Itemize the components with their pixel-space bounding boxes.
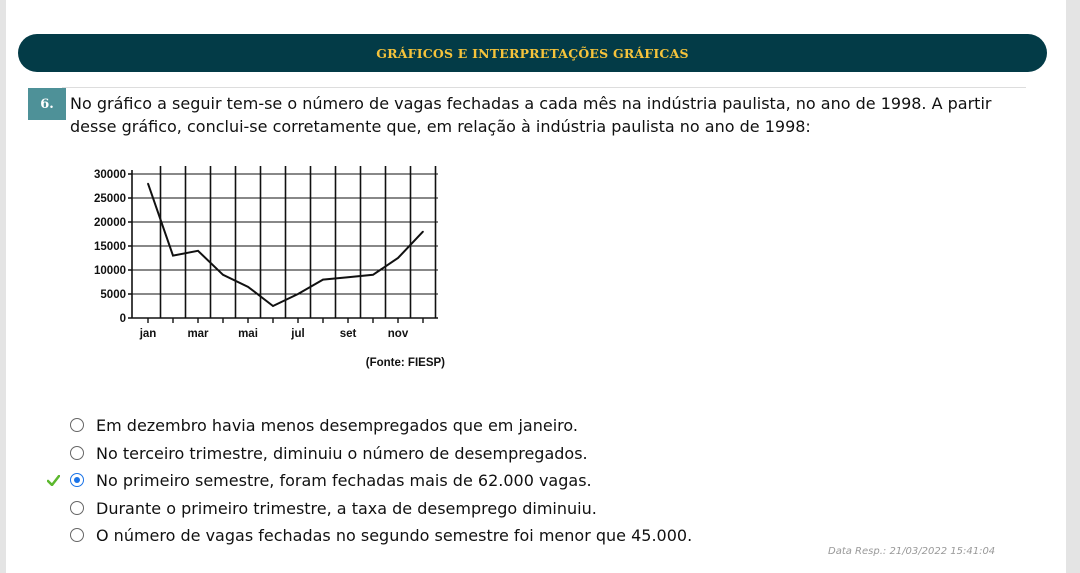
response-date: Data Resp.: 21/03/2022 15:41:04 (828, 546, 996, 557)
section-title: GRÁFICOS E INTERPRETAÇÕES GRÁFICAS (376, 45, 689, 61)
option-1[interactable] (40, 412, 800, 438)
y-tick-label: 15000 (94, 241, 126, 253)
option-label: No terceiro trimestre, diminuiu o número de desempregados. (96, 443, 588, 463)
option-2[interactable] (40, 440, 800, 466)
option-radio[interactable] (70, 446, 84, 460)
option-label: O número de vagas fechadas no segundo semestre foi menor que 45.000. (96, 525, 693, 545)
option-radio-selected[interactable] (70, 473, 84, 487)
option-label: No primeiro semestre, foram fechadas mais de 62.000 vagas. (96, 470, 592, 490)
x-tick-label: set (339, 328, 357, 340)
y-tick-label: 30000 (94, 169, 126, 181)
y-tick-label: 25000 (94, 193, 126, 205)
y-tick-label: 0 (119, 313, 126, 325)
option-radio[interactable] (70, 418, 84, 432)
divider (62, 87, 1026, 88)
option-5[interactable] (40, 522, 800, 548)
y-tick-label: 10000 (94, 265, 126, 277)
option-label: Durante o primeiro trimestre, a taxa de desemprego diminuiu. (96, 498, 597, 518)
option-3[interactable] (40, 467, 800, 493)
line-chart (80, 158, 460, 374)
option-radio[interactable] (70, 501, 84, 515)
x-tick-label: jul (291, 328, 305, 340)
option-4[interactable] (40, 495, 800, 521)
x-tick-label: mai (238, 328, 258, 340)
question-text: No gráfico a seguir tem-se o número de vagas fechadas a cada mês na indústria paulista, no ano de 1998. A partir desse gráfico, conclui-se corretamente que, em relação à indústria paulista no ano de 1998: (70, 94, 992, 136)
y-tick-label: 20000 (94, 217, 126, 229)
option-label: Em dezembro havia menos desempregados que em janeiro. (96, 415, 578, 435)
section-header (18, 34, 1047, 72)
x-tick-label: mar (187, 328, 209, 340)
x-tick-label: nov (387, 328, 409, 340)
chart-source: (Fonte: FIESP) (365, 357, 445, 369)
x-tick-label: jan (139, 328, 157, 340)
check-icon (46, 473, 60, 487)
question-number: 6. (28, 88, 66, 120)
y-tick-label: 5000 (100, 289, 126, 301)
option-radio[interactable] (70, 528, 84, 542)
